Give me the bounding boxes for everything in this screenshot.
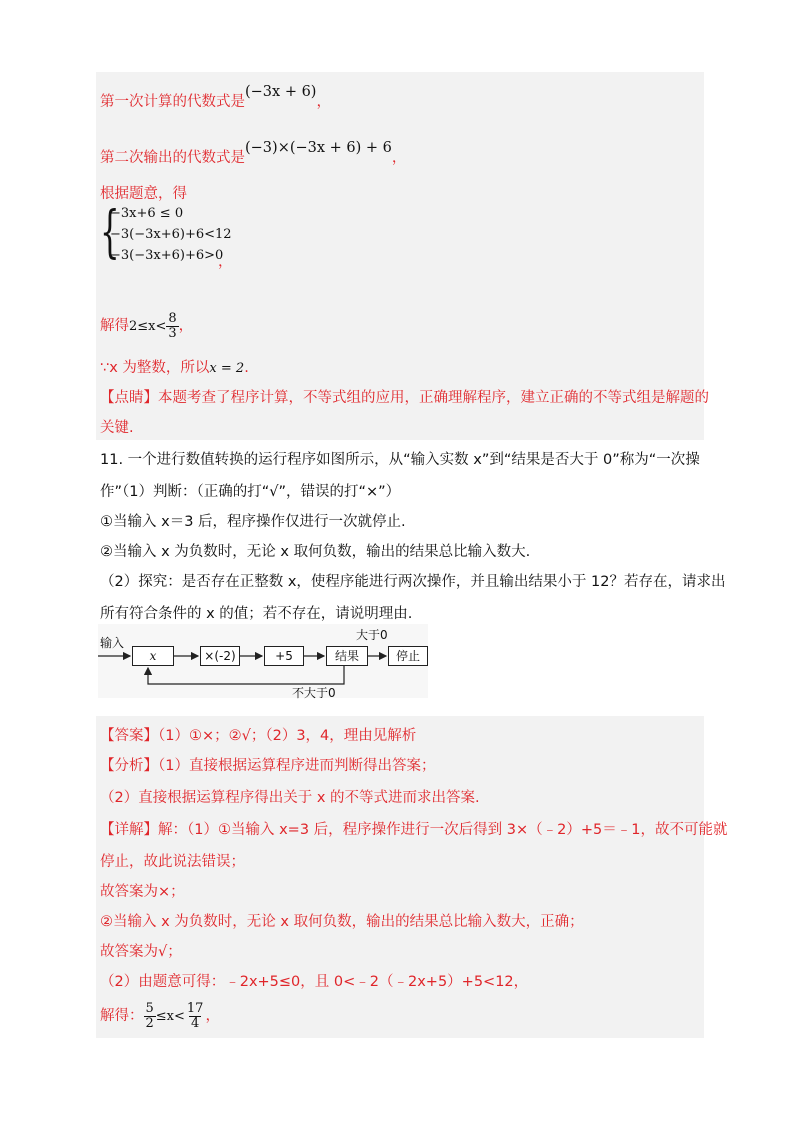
fraction bbox=[144, 1002, 156, 1030]
answer-line-10 bbox=[100, 1002, 220, 1030]
flow-box-stop: 停止 bbox=[388, 646, 428, 666]
expr: x = 2 bbox=[209, 361, 245, 376]
answer-line-7: ②当输入 x 为负数时，无论 x 取何负数，输出的结果总比输入数大，正确； bbox=[100, 914, 584, 930]
expr: 2≤x< bbox=[129, 319, 167, 335]
question-line-4: ②当输入 x 为负数时，无论 x 取何负数，输出的结果总比输入数大. bbox=[100, 544, 531, 560]
comment-line: 【点睛】本题考查了程序计算，不等式组的应用，正确理解程序，建立正确的不等式组是解题的 bbox=[100, 390, 709, 406]
expr: (−3x + 6) bbox=[245, 84, 317, 100]
question-line-3: ①当输入 x＝3 后，程序操作仅进行一次就停止. bbox=[100, 514, 406, 530]
solution-text: 解得 bbox=[100, 318, 129, 335]
solution-line-5 bbox=[100, 356, 249, 377]
answer-line-5: 停止，故此说法错误； bbox=[100, 854, 245, 870]
question-line-5: （2）探究：是否存在正整数 x，使程序能进行两次操作，并且输出结果小于 12？若存在，请求出 bbox=[100, 574, 726, 590]
denominator: 3 bbox=[168, 325, 177, 341]
solution-line-4 bbox=[100, 312, 193, 340]
answer-line-4: 【详解】解：（1）①当输入 x=3 后，程序操作进行一次后得到 3×（﹣2）+5＝﹣1，故不可能就 bbox=[100, 822, 728, 838]
solution-text: ∵x 为整数，所以 bbox=[100, 360, 210, 376]
flow-input-label: 输入 bbox=[100, 636, 125, 650]
punct: ， bbox=[178, 318, 194, 335]
expr: (−3)×(−3x + 6) + 6 bbox=[245, 140, 392, 156]
punct: ， bbox=[205, 1008, 220, 1025]
answer-line-1: 【答案】（1）①×；②√；（2）3，4，理由见解析 bbox=[100, 728, 417, 744]
flow-no-label: 不大于0 bbox=[292, 686, 336, 700]
question-line-6: 所有符合条件的 x 的值；若不存在，请说明理由. bbox=[100, 606, 413, 622]
flow-yes-label: 大于0 bbox=[356, 628, 388, 642]
denominator: 4 bbox=[191, 1015, 200, 1031]
denominator: 2 bbox=[145, 1015, 154, 1031]
brace-icon: { bbox=[100, 200, 120, 265]
system-row: −3(−3x+6)+6<12 bbox=[110, 227, 232, 242]
system-row: −3(−3x+6)+6>0 bbox=[110, 248, 224, 263]
solution-line-3: 根据题意，得 bbox=[100, 186, 187, 202]
system-row: −3x+6 ≤ 0 bbox=[110, 206, 184, 221]
question-line-1: 11. 一个进行数值转换的运行程序如图所示，从“输入实数 x”到“结果是否大于 0”称为“一次操 bbox=[100, 452, 700, 468]
answer-line-6: 故答案为×； bbox=[100, 884, 185, 900]
fraction bbox=[185, 1002, 206, 1030]
numerator: 5 bbox=[145, 1001, 154, 1016]
punct: . bbox=[244, 360, 249, 376]
solution-text: 第二次输出的代数式是 bbox=[100, 150, 245, 166]
expr: ≤x< bbox=[155, 1009, 185, 1025]
flow-box-add: +5 bbox=[264, 646, 304, 666]
answer-line-8: 故答案为√； bbox=[100, 944, 182, 960]
answer-line-9: （2）由题意可得：﹣2x+5≤0，且 0<﹣2（﹣2x+5）+5<12， bbox=[100, 974, 529, 990]
comment-line-cont: 关键. bbox=[100, 420, 134, 436]
answer-line-3: （2）直接根据运算程序得出关于 x 的不等式进而求出答案. bbox=[100, 790, 480, 806]
flowchart bbox=[98, 624, 428, 698]
punct: ， bbox=[316, 94, 331, 110]
numerator: 8 bbox=[168, 311, 177, 326]
flow-box-result: 结果 bbox=[326, 646, 368, 666]
solution-line-1 bbox=[100, 84, 331, 111]
system-tail: ， bbox=[218, 254, 233, 270]
solution-text: 第一次计算的代数式是 bbox=[100, 94, 245, 110]
solution-text: 解得： bbox=[100, 1008, 144, 1025]
answer-line-2: 【分析】（1）直接根据运算程序进而判断得出答案； bbox=[100, 758, 436, 774]
question-line-2: 作”（1）判断：（正确的打“√”，错误的打“×”） bbox=[100, 484, 401, 500]
fraction bbox=[166, 312, 178, 340]
solution-line-2 bbox=[100, 140, 407, 167]
numerator: 17 bbox=[186, 1001, 204, 1016]
punct: ， bbox=[391, 150, 407, 166]
flow-box-multiply: ×(-2) bbox=[200, 646, 240, 666]
flow-box-x: x bbox=[132, 646, 174, 666]
